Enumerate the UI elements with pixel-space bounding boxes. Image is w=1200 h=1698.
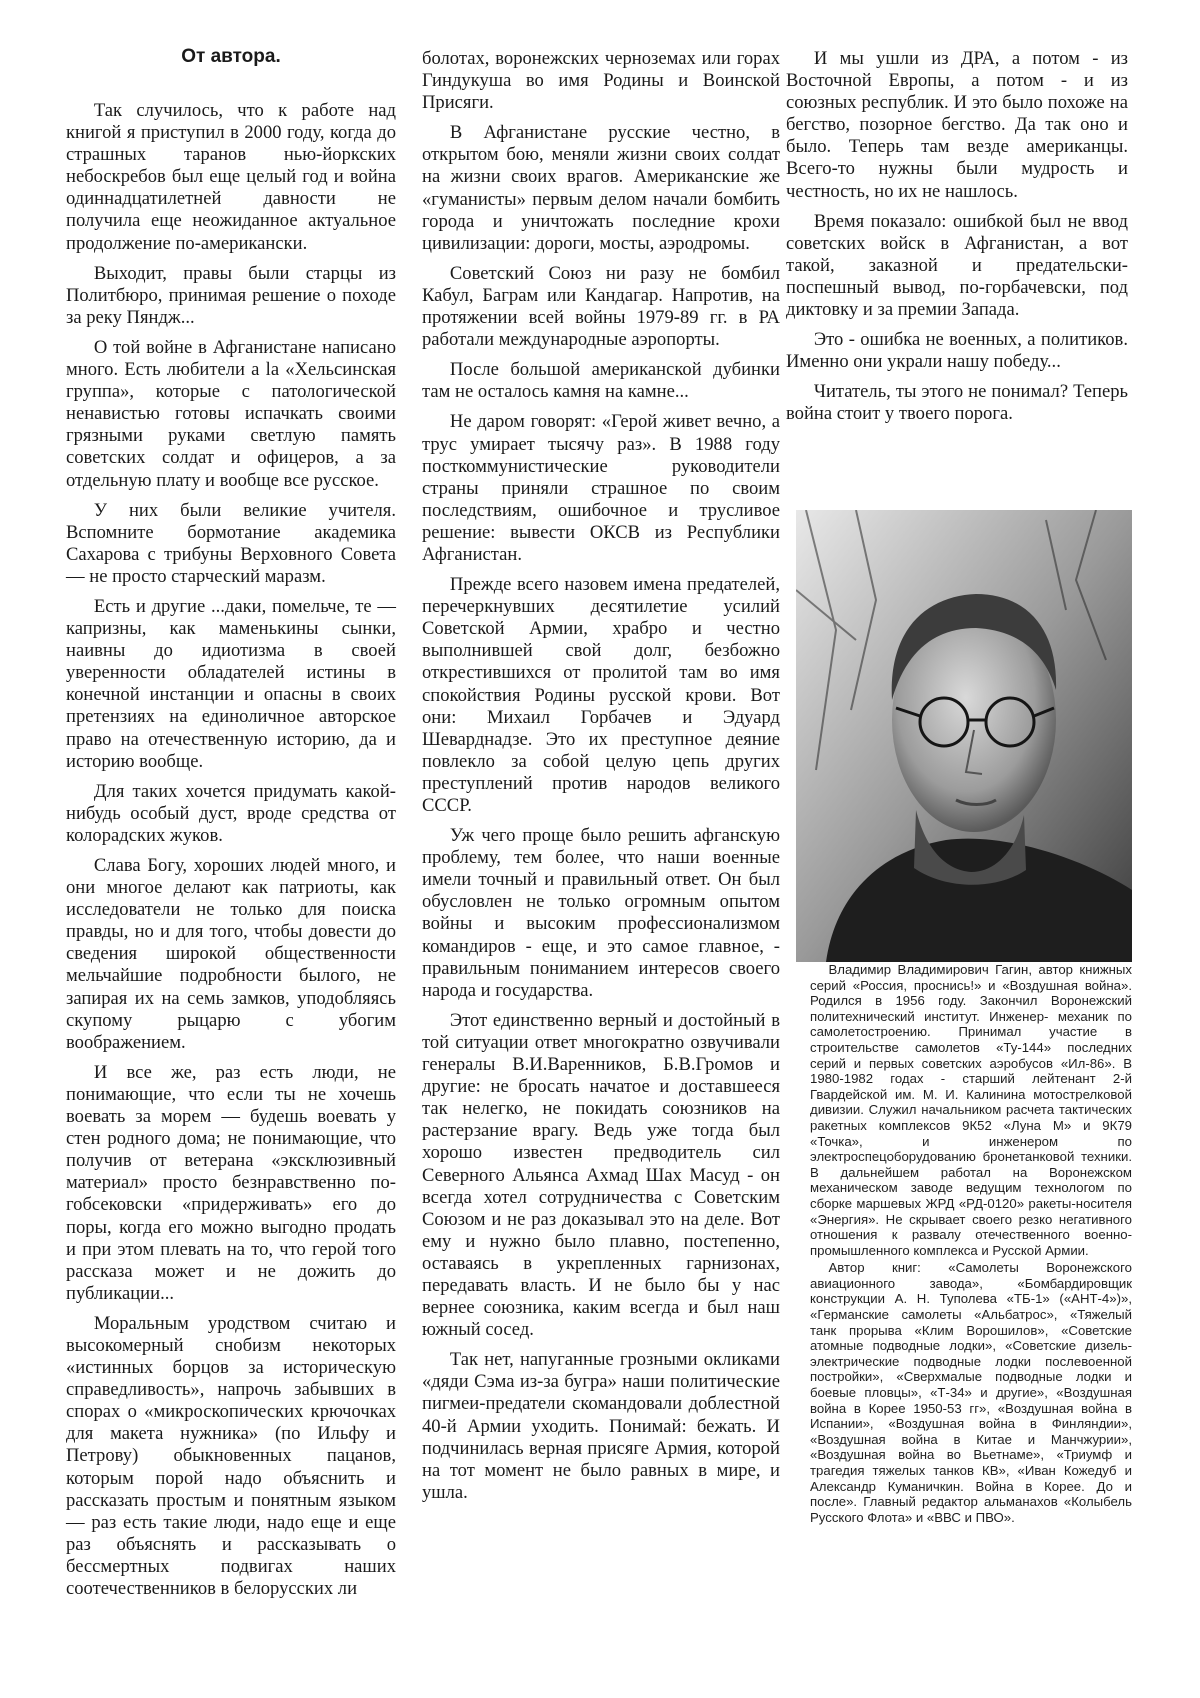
article-paragraph: Моральным уродством считаю и высокомерный снобизм некоторых «истинных борцов за историческую справедливость», напрочь забывших в спорах о «микроскопических крючочках для макета нужника» (по Ильфу и Петрову) обыкновенных пацанов, которым порой надо объяснить и рассказать простым и понятным языком — раз есть такие люди, надо еще и еще раз объяснять и рассказывать о бессмертных подвигах наших соотечественников в белорусских ли bbox=[66, 1312, 396, 1599]
article-column-2 bbox=[422, 48, 780, 1504]
article-paragraph: Уж чего проще было решить афганскую проблему, тем более, что наши военные имели точный и правильный ответ. Он был обусловлен не только огромным опытом войны и высоким профессионализмом командиров - еще, и это самое главное, - правильным пониманием интересов своего народа и государства. bbox=[422, 825, 780, 1001]
photo-caption bbox=[810, 962, 1132, 1527]
caption-paragraph: Автор книг: «Самолеты Воронежского авиационного завода», «Бомбардировщик конструкции А. Н. Туполева «ТБ-1» («АНТ-4»)», «Германские самолеты «Альбатрос», «Тяжелый танк прорыва «Клим Ворошилов», «Советские атомные подводные лодки», «Советские дизель-электрические подводные лодки послевоенной постройки», «Сверхмалые подводные лодки и боевые пловцы», «Т-34» и другие», «Воздушная война в Корее 1950-53 гг», «Воздушная война в Испании», «Воздушная война в Финляндии», «Воздушная война в Китае и Манчжурии», «Воздушная война во Вьетнаме», «Триумф и трагедия тяжелых танков КВ», «Иван Кожедуб и Александр Куманичкин. Война в Корее. До и после». Главный редактор альманахов «Колыбель Русского Флота» и «ВВС и ПВО». bbox=[810, 1260, 1132, 1525]
article-paragraph: И все же, раз есть люди, не понимающие, что если ты не хочешь воевать за морем — будешь воевать у стен родного дома; не понимающие, что получив от ветерана «эксклюзивный материал» просто безнравственно по-гобсековски «придерживать» его до поры, когда его можно выгодно продать и при этом плевать на то, что герой того рассказа может и не дожить до публикации... bbox=[66, 1061, 396, 1304]
article-paragraph: Так случилось, что к работе над книгой я приступил в 2000 году, когда до страшных таранов нью-йоркских небоскребов был еще целый год и война одиннадцатилетней давности не получила еще неожиданное актуальное продолжение по-американски. bbox=[66, 100, 396, 254]
article-paragraph: Это - ошибка не военных, а политиков. Именно они украли нашу победу... bbox=[786, 329, 1128, 373]
article-paragraph: Слава Богу, хороших людей много, и они многое делают как патриоты, как исследователи не только для поиска правды, но и для того, чтобы довести до сведения широкой общественности мельчайшие подробности былого, не запирая их на семь замков, уподобляясь скупому рыцарю с убогим воображением. bbox=[66, 855, 396, 1053]
caption-paragraph: Владимир Владимирович Гагин, автор книжных серий «Россия, проснись!» и «Воздушная война». Родился в 1956 году. Закончил Воронежский политехнический институт. Инженер- механик по самолетостроению. Принимал участие в строительстве самолетов «Ту-144» последних серий и первых советских аэробусов «Ил-86». В 1980-1982 годах - старший лейтенант 2-й Гвардейской им. М. И. Калинина мотострелковой дивизии. Служил начальником расчета тактических ракетных комплексов 9К52 «Луна М» и 9К79 «Точка», и инженером по электроспецоборудованию бронетанковой техники. В дальнейшем работал на Воронежском механическом заводе ведущим технологом по сборке маршевых ЖРД «РД-0120» ракеты-носителя «Энергия». Не скрывает своего резко негативного отношения к развалу отечественного военно-промышленного комплекса и Русской Армии. bbox=[810, 962, 1132, 1258]
article-paragraph: Этот единственно верный и достойный в той ситуации ответ многократно озвучивали генералы В.И.Варенников, Б.В.Громов и другие: не бросать начатое и доставшееся так нелегко, не покидать союзников на растерзание врагу. Ведь уже тогда был хорошо известен предводитель сил Северного Альянса Ахмад Шах Масуд - он всегда хотел сотрудничества с Советским Союзом и не раз доказывал это на деле. Вот ему и нужно было плавно, постепенно, оставаясь в укрепленных гарнизонах, передавать власть. И не было бы у нас вернее союзника, каким всегда и был наш южный сосед. bbox=[422, 1009, 780, 1341]
article-column-1 bbox=[66, 36, 396, 1600]
article-paragraph: О той войне в Афганистане написано много. Есть любители a la «Хельсинская группа», которые с патологической ненавистью готовы испачкать своими грязными руками светлую память советских солдат и офицеров, а за отдельную плату и вообще все русское. bbox=[66, 336, 396, 491]
article-paragraph: У них были великие учителя. Вспомните бормотание академика Сахарова с трибуны Верховного Совета — не просто старческий маразм. bbox=[66, 499, 396, 587]
article-paragraph: После большой американской дубинки там не осталось камня на камне... bbox=[422, 359, 780, 403]
article-paragraph: Время показало: ошибкой был не ввод советских войск в Афганистан, а вот такой, заказной и предательски-поспешный вывод, по-горбачевски, под диктовку и за премии Запада. bbox=[786, 210, 1128, 321]
article-paragraph: Так нет, напуганные грозными окликами «дяди Сэма из-за бугра» наши политические пигмеи-предатели скомандовали доблестной 40-й Армии уходить. Понимай: бежать. И подчинилась верная присяге Армия, которой на тот момент не было равных в мире, и ушла. bbox=[422, 1349, 780, 1503]
article-paragraph: И мы ушли из ДРА, а потом - из Восточной Европы, а потом - и из союзных республик. И это было похоже на бегство, позорное бегство. Да так оно и было. Теперь там везде американцы. Всего-то нужны были мудрость и честность, но их не нашлось. bbox=[786, 48, 1128, 202]
article-paragraph: Советский Союз ни разу не бомбил Кабул, Баграм или Кандагар. Напротив, на протяжении всей войны 1979-89 гг. в РА работали международные аэропорты. bbox=[422, 262, 780, 351]
article-paragraph: Читатель, ты этого не понимал? Теперь война стоит у твоего порога. bbox=[786, 381, 1128, 425]
article-paragraph: Для таких хочется придумать какой-нибудь особый дуст, вроде средства от колорадских жуков. bbox=[66, 780, 396, 846]
article-column-3 bbox=[786, 48, 1128, 426]
article-paragraph: Выходит, правы были старцы из Политбюро, принимая решение о походе за реку Пяндж... bbox=[66, 262, 396, 328]
article-paragraph-continued: болотах, воронежских черноземах или горах Гиндукуша во имя Родины и Воинской Присяги. bbox=[422, 48, 780, 114]
article-paragraph: Есть и другие ...даки, помельче, те — капризны, как маменькины сынки, наивны до идиотизма в своей уверенности обладателей истины в конечной инстанции и опасны в своих претензиях на единоличное авторское право на отечественную историю, да и историю вообще. bbox=[66, 595, 396, 772]
article-title: От автора. bbox=[181, 46, 281, 67]
author-photo bbox=[796, 510, 1132, 962]
article-paragraph: Прежде всего назовем имена предателей, перечеркнувших десятилетие усилий Советской Армии, храбро и честно выполнившей свой долг, безбожно открестившихся от пролитой там во имя спокойствия Родины русской крови. Вот они: Михаил Горбачев и Эдуард Шеварднадзе. Это их преступное деяние повлекло за собой целую цепь других преступлений против народов великого СССР. bbox=[422, 574, 780, 816]
article-paragraph: В Афганистане русские честно, в открытом бою, меняли жизни своих солдат на жизни своих врагов. Американские же «гуманисты» первым делом начали бомбить города и уничтожать последние крохи цивилизации: дороги, мосты, аэродромы. bbox=[422, 122, 780, 254]
author-portrait-illustration bbox=[796, 510, 1132, 962]
article-paragraph: Не даром говорят: «Герой живет вечно, а трус умирает тысячу раз». В 1988 году посткоммунистические руководители страны приняли страшное по своим последствиям, ошибочное и трусливое решение: вывести ОКСВ из Республики Афганистан. bbox=[422, 411, 780, 565]
